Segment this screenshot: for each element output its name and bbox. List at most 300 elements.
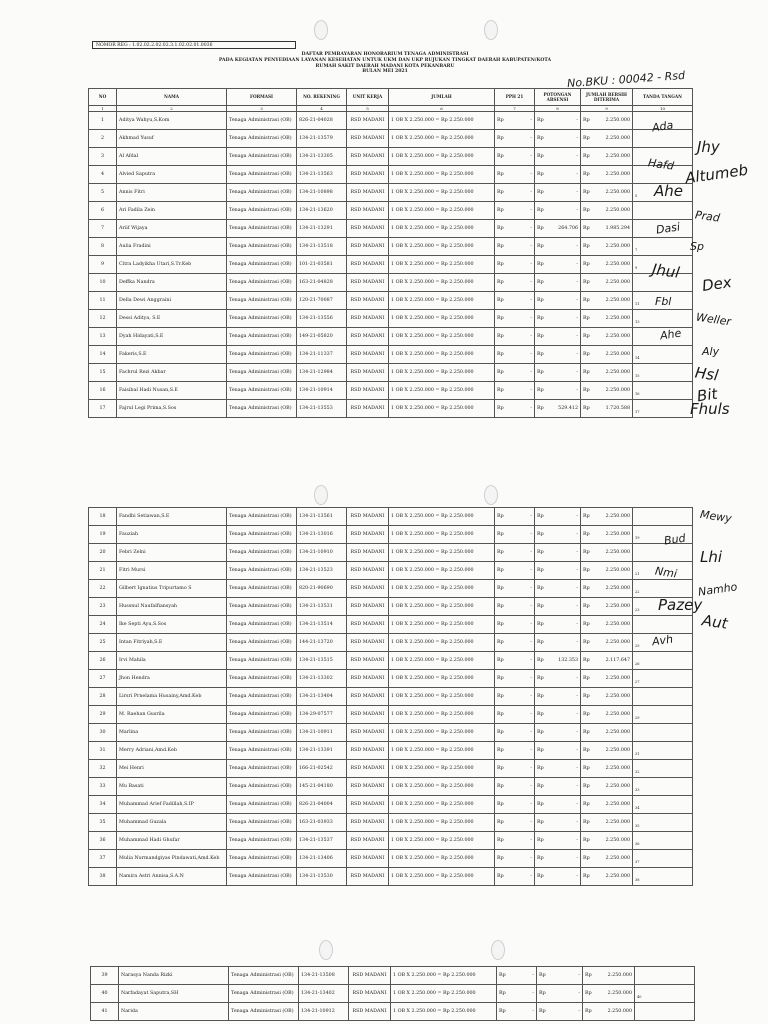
cell-ttd xyxy=(635,985,695,1003)
signature: Aly xyxy=(702,345,720,358)
pph-rp: Rp xyxy=(497,604,504,609)
cell-unit: RSD MADANI xyxy=(347,238,389,256)
title-line-3: RUMAH SAKIT DAERAH MADANI KOTA PEKANBARU xyxy=(315,63,455,69)
cell-unit: RSD MADANI xyxy=(347,220,389,238)
pph-rp: Rp xyxy=(497,154,504,159)
cell-ttd xyxy=(633,202,693,220)
cell-rekening: 134-21-13561 xyxy=(297,508,347,526)
cell-pph xyxy=(495,778,535,796)
signature: Prad xyxy=(694,208,721,225)
cell-bersih xyxy=(581,400,633,418)
bersih-rp: Rp xyxy=(583,874,590,879)
pot-rp: Rp xyxy=(537,766,544,771)
pph-rp: Rp xyxy=(497,694,504,699)
table-row xyxy=(89,544,693,562)
cell-potongan xyxy=(535,814,581,832)
cell-bersih xyxy=(581,148,633,166)
pot-value: - xyxy=(576,802,578,807)
bersih-value: 2.250.000 xyxy=(605,280,630,285)
pph-rp: Rp xyxy=(497,208,504,213)
row-mark: 33 xyxy=(635,788,640,792)
cell-bersih xyxy=(581,238,633,256)
pot-value: - xyxy=(576,622,578,627)
cell-no: 11 xyxy=(89,292,117,310)
cell-no: 10 xyxy=(89,274,117,292)
cell-pph xyxy=(495,652,535,670)
pph-value: - xyxy=(530,226,532,231)
bersih-value: 2.250.000 xyxy=(605,532,630,537)
cell-formasi: Tenaga Administrasi (OB) xyxy=(227,328,297,346)
signature: Sp xyxy=(690,240,704,253)
cell-nama: Akhmad Yusuf xyxy=(117,130,227,148)
cell-jumlah: 1 OB X 2.250.000 = Rp 2.250.000 xyxy=(389,814,495,832)
signature: Hafd xyxy=(647,156,675,173)
bersih-value: 2.250.000 xyxy=(607,991,632,996)
cell-pph xyxy=(495,742,535,760)
cell-potongan xyxy=(535,688,581,706)
pph-value: - xyxy=(530,280,532,285)
cell-jumlah: 1 OB X 2.250.000 = Rp 2.250.000 xyxy=(389,598,495,616)
signature: Altumeb xyxy=(684,160,750,188)
pot-value: - xyxy=(576,280,578,285)
cell-no: 18 xyxy=(89,508,117,526)
cell-ttd xyxy=(633,814,693,832)
cell-no: 39 xyxy=(91,967,119,985)
cell-ttd xyxy=(633,868,693,886)
pph-rp: Rp xyxy=(497,838,504,843)
cell-potongan xyxy=(535,166,581,184)
cell-pph xyxy=(495,220,535,238)
cell-no: 17 xyxy=(89,400,117,418)
cell-rekening: 134-21-13556 xyxy=(297,310,347,328)
bersih-rp: Rp xyxy=(583,784,590,789)
cell-potongan xyxy=(535,328,581,346)
pph-value: - xyxy=(530,244,532,249)
cell-pph xyxy=(495,688,535,706)
cell-ttd xyxy=(633,778,693,796)
cell-pph xyxy=(495,274,535,292)
cell-unit: RSD MADANI xyxy=(349,985,391,1003)
cell-potongan xyxy=(535,634,581,652)
pph-value: - xyxy=(530,154,532,159)
bersih-rp: Rp xyxy=(583,694,590,699)
pot-value: - xyxy=(576,550,578,555)
cell-no: 30 xyxy=(89,724,117,742)
table-row xyxy=(89,346,693,364)
pot-rp: Rp xyxy=(537,802,544,807)
cell-potongan xyxy=(535,544,581,562)
cell-jumlah: 1 OB X 2.250.000 = Rp 2.250.000 xyxy=(389,202,495,220)
cell-rekening: 134-21-13530 xyxy=(297,868,347,886)
cell-ttd xyxy=(633,238,693,256)
cell-unit: RSD MADANI xyxy=(347,166,389,184)
cell-ttd xyxy=(633,346,693,364)
bersih-rp: Rp xyxy=(583,226,590,231)
cell-unit: RSD MADANI xyxy=(347,598,389,616)
pot-value: - xyxy=(576,856,578,861)
cell-nama: Annis Fitri xyxy=(117,184,227,202)
table-row xyxy=(89,796,693,814)
cell-jumlah: 1 OB X 2.250.000 = Rp 2.250.000 xyxy=(389,400,495,418)
pph-value: - xyxy=(530,874,532,879)
bersih-value: 2.117.647 xyxy=(605,658,630,663)
cell-jumlah: 1 OB X 2.250.000 = Rp 2.250.000 xyxy=(389,580,495,598)
cell-nama: Della Dewi Anggraini xyxy=(117,292,227,310)
bersih-value: 2.250.000 xyxy=(605,694,630,699)
pot-rp: Rp xyxy=(537,604,544,609)
signature: Hsl xyxy=(693,363,720,385)
pph-value: - xyxy=(530,694,532,699)
bersih-rp: Rp xyxy=(583,118,590,123)
pph-value: - xyxy=(530,604,532,609)
pot-value: - xyxy=(576,118,578,123)
cell-pph xyxy=(495,148,535,166)
cell-potongan xyxy=(535,202,581,220)
cell-ttd xyxy=(633,706,693,724)
cell-no: 1 xyxy=(89,112,117,130)
cell-rekening: 134-21-13553 xyxy=(297,400,347,418)
pot-rp: Rp xyxy=(537,784,544,789)
cell-rekening: 163-21-03933 xyxy=(297,814,347,832)
pph-value: - xyxy=(532,973,534,978)
bersih-value: 2.250.000 xyxy=(605,262,630,267)
row-mark: 38 xyxy=(635,878,640,882)
bersih-rp: Rp xyxy=(583,172,590,177)
pph-rp: Rp xyxy=(497,784,504,789)
bersih-value: 2.250.000 xyxy=(605,118,630,123)
cell-ttd xyxy=(633,688,693,706)
cell-potongan xyxy=(535,832,581,850)
col-index: 1 xyxy=(89,106,117,112)
cell-ttd xyxy=(633,400,693,418)
pot-rp: Rp xyxy=(537,856,544,861)
cell-pph xyxy=(495,670,535,688)
table-row xyxy=(89,760,693,778)
row-mark: 9 xyxy=(635,266,638,270)
bersih-rp: Rp xyxy=(583,262,590,267)
cell-no: 7 xyxy=(89,220,117,238)
cell-pph xyxy=(495,634,535,652)
table-row xyxy=(89,292,693,310)
pot-value: - xyxy=(576,784,578,789)
pph-value: - xyxy=(530,334,532,339)
signature: Pazey xyxy=(658,596,703,614)
cell-formasi: Tenaga Administrasi (OB) xyxy=(227,724,297,742)
bersih-rp: Rp xyxy=(583,406,590,411)
cell-formasi: Tenaga Administrasi (OB) xyxy=(227,850,297,868)
pot-rp: Rp xyxy=(537,208,544,213)
row-mark: 35 xyxy=(635,824,640,828)
cell-unit: RSD MADANI xyxy=(347,544,389,562)
cell-formasi: Tenaga Administrasi (OB) xyxy=(227,580,297,598)
pot-rp: Rp xyxy=(537,316,544,321)
cell-nama: Febri Zelni xyxy=(117,544,227,562)
cell-bersih xyxy=(581,220,633,238)
cell-rekening: 144-21-13720 xyxy=(297,634,347,652)
cell-ttd xyxy=(633,310,693,328)
cell-bersih xyxy=(581,328,633,346)
cell-potongan xyxy=(535,238,581,256)
cell-pph xyxy=(495,832,535,850)
cell-unit: RSD MADANI xyxy=(347,868,389,886)
cell-no: 8 xyxy=(89,238,117,256)
cell-pph xyxy=(495,508,535,526)
pph-value: - xyxy=(530,658,532,663)
pot-rp: Rp xyxy=(537,190,544,195)
pot-value: - xyxy=(576,316,578,321)
cell-jumlah: 1 OB X 2.250.000 = Rp 2.250.000 xyxy=(389,526,495,544)
cell-pph xyxy=(495,328,535,346)
cell-ttd xyxy=(633,724,693,742)
cell-no: 20 xyxy=(89,544,117,562)
cell-nama: Narasya Nanda Rizki xyxy=(119,967,229,985)
cell-nama: Marlina xyxy=(117,724,227,742)
col-no: NO xyxy=(89,89,117,106)
bersih-rp: Rp xyxy=(583,352,590,357)
cell-potongan xyxy=(535,598,581,616)
cell-nama: Ari Fadila Zein xyxy=(117,202,227,220)
pot-value: - xyxy=(576,136,578,141)
cell-unit: RSD MADANI xyxy=(347,652,389,670)
pot-rp: Rp xyxy=(537,136,544,141)
pph-value: - xyxy=(530,118,532,123)
cell-potongan xyxy=(537,967,583,985)
cell-bersih xyxy=(581,796,633,814)
row-mark: 21 xyxy=(635,572,640,576)
cell-pph xyxy=(495,724,535,742)
col-jumlah: JUMLAH xyxy=(389,89,495,106)
cell-potongan xyxy=(535,760,581,778)
cell-potongan xyxy=(535,778,581,796)
pot-rp: Rp xyxy=(537,172,544,177)
pot-rp: Rp xyxy=(537,244,544,249)
cell-bersih xyxy=(581,670,633,688)
pot-value: - xyxy=(576,586,578,591)
bersih-rp: Rp xyxy=(583,730,590,735)
bersih-rp: Rp xyxy=(583,622,590,627)
cell-potongan xyxy=(535,220,581,238)
cell-potongan xyxy=(535,742,581,760)
pot-rp: Rp xyxy=(537,118,544,123)
cell-pph xyxy=(497,967,537,985)
pph-rp: Rp xyxy=(497,370,504,375)
pph-rp: Rp xyxy=(499,1009,506,1014)
cell-nama: Aditya Wahyu,S.Kom xyxy=(117,112,227,130)
table-row xyxy=(89,508,693,526)
cell-rekening: 101-21-03581 xyxy=(297,256,347,274)
cell-jumlah: 1 OB X 2.250.000 = Rp 2.250.000 xyxy=(389,832,495,850)
bersih-rp: Rp xyxy=(583,334,590,339)
pph-value: - xyxy=(530,784,532,789)
bersih-value: 2.250.000 xyxy=(605,838,630,843)
signature: Dasi xyxy=(655,220,681,237)
pph-value: - xyxy=(530,712,532,717)
pph-rp: Rp xyxy=(497,766,504,771)
cell-formasi: Tenaga Administrasi (OB) xyxy=(227,634,297,652)
pot-rp: Rp xyxy=(539,1009,546,1014)
cell-no: 4 xyxy=(89,166,117,184)
cell-bersih xyxy=(581,706,633,724)
cell-formasi: Tenaga Administrasi (OB) xyxy=(227,238,297,256)
cell-no: 36 xyxy=(89,832,117,850)
signature: Jhy xyxy=(697,138,720,156)
pot-value: - xyxy=(576,154,578,159)
pph-rp: Rp xyxy=(497,244,504,249)
table-row xyxy=(89,598,693,616)
cell-nama: Fitri Mursi xyxy=(117,562,227,580)
cell-no: 5 xyxy=(89,184,117,202)
cell-potongan xyxy=(535,508,581,526)
col-index: 7 xyxy=(495,106,535,112)
cell-formasi: Tenaga Administrasi (OB) xyxy=(227,598,297,616)
pph-rp: Rp xyxy=(497,172,504,177)
col-index: 5 xyxy=(347,106,389,112)
cell-bersih xyxy=(581,724,633,742)
cell-unit: RSD MADANI xyxy=(347,814,389,832)
pot-rp: Rp xyxy=(537,694,544,699)
cell-rekening: 134-21-13531 xyxy=(297,598,347,616)
cell-jumlah: 1 OB X 2.250.000 = Rp 2.250.000 xyxy=(389,508,495,526)
pph-value: - xyxy=(530,370,532,375)
cell-formasi: Tenaga Administrasi (OB) xyxy=(227,706,297,724)
bersih-rp: Rp xyxy=(583,640,590,645)
pot-value: - xyxy=(576,568,578,573)
cell-formasi: Tenaga Administrasi (OB) xyxy=(229,1003,299,1021)
cell-unit: RSD MADANI xyxy=(347,724,389,742)
cell-unit: RSD MADANI xyxy=(347,328,389,346)
table-row xyxy=(89,778,693,796)
bersih-value: 2.250.000 xyxy=(605,640,630,645)
bersih-rp: Rp xyxy=(583,532,590,537)
cell-bersih xyxy=(581,868,633,886)
pot-rp: Rp xyxy=(537,658,544,663)
cell-rekening: 134-21-13305 xyxy=(297,148,347,166)
cell-no: 38 xyxy=(89,868,117,886)
cell-formasi: Tenaga Administrasi (OB) xyxy=(227,796,297,814)
cell-pph xyxy=(495,130,535,148)
table-row xyxy=(89,364,693,382)
row-mark: 36 xyxy=(635,842,640,846)
cell-unit: RSD MADANI xyxy=(347,508,389,526)
pot-rp: Rp xyxy=(537,676,544,681)
pot-rp: Rp xyxy=(537,568,544,573)
cell-pph xyxy=(495,760,535,778)
bersih-rp: Rp xyxy=(585,991,592,996)
cell-rekening: 134-21-13563 xyxy=(297,166,347,184)
doc-title xyxy=(200,52,570,75)
row-mark: 29 xyxy=(635,716,640,720)
cell-unit: RSD MADANI xyxy=(347,670,389,688)
cell-nama: Lirsri Prnelama Husainy,Amd.Keb xyxy=(117,688,227,706)
signature: Dex xyxy=(700,273,733,295)
cell-potongan xyxy=(535,400,581,418)
cell-ttd xyxy=(633,652,693,670)
pph-rp: Rp xyxy=(499,991,506,996)
cell-bersih xyxy=(581,130,633,148)
row-mark: 31 xyxy=(635,752,640,756)
col-index: 3 xyxy=(227,106,297,112)
cell-ttd xyxy=(633,544,693,562)
bersih-value: 2.250.000 xyxy=(605,370,630,375)
bersih-rp: Rp xyxy=(583,514,590,519)
cell-bersih xyxy=(581,508,633,526)
table-row xyxy=(91,1003,695,1021)
pot-value: - xyxy=(578,1009,580,1014)
pot-value: - xyxy=(576,262,578,267)
bersih-value: 2.250.000 xyxy=(605,298,630,303)
pot-rp: Rp xyxy=(537,370,544,375)
cell-rekening: 134-21-13016 xyxy=(297,526,347,544)
cell-rekening: 134-21-13402 xyxy=(299,985,349,1003)
row-mark: 40 xyxy=(637,995,642,999)
bersih-rp: Rp xyxy=(583,550,590,555)
cell-nama: Fandhi Setiawan,S.E xyxy=(117,508,227,526)
cell-formasi: Tenaga Administrasi (OB) xyxy=(227,778,297,796)
cell-pph xyxy=(495,256,535,274)
bersih-value: 1.985.294 xyxy=(605,226,630,231)
pot-value: - xyxy=(576,676,578,681)
cell-formasi: Tenaga Administrasi (OB) xyxy=(227,508,297,526)
signature: Ahe xyxy=(654,182,683,200)
table-row xyxy=(89,112,693,130)
cell-potongan xyxy=(535,148,581,166)
table-row xyxy=(89,688,693,706)
cell-no: 24 xyxy=(89,616,117,634)
cell-bersih xyxy=(581,652,633,670)
cell-formasi: Tenaga Administrasi (OB) xyxy=(227,310,297,328)
bersih-value: 2.250.000 xyxy=(605,190,630,195)
cell-jumlah: 1 OB X 2.250.000 = Rp 2.250.000 xyxy=(391,1003,497,1021)
cell-formasi: Tenaga Administrasi (OB) xyxy=(227,616,297,634)
cell-formasi: Tenaga Administrasi (OB) xyxy=(227,202,297,220)
cell-rekening: 120-21-70087 xyxy=(297,292,347,310)
cell-no: 26 xyxy=(89,652,117,670)
signature: Lhi xyxy=(700,548,723,566)
pot-rp: Rp xyxy=(537,388,544,393)
cell-bersih xyxy=(581,850,633,868)
cell-bersih xyxy=(581,742,633,760)
bersih-rp: Rp xyxy=(583,748,590,753)
cell-formasi: Tenaga Administrasi (OB) xyxy=(227,526,297,544)
pot-value: - xyxy=(576,172,578,177)
signature: Mewy xyxy=(699,507,733,526)
cell-nama: Intan Fitriyah,S.E xyxy=(117,634,227,652)
cell-nama: Fachrul Rezi Akbar xyxy=(117,364,227,382)
cell-unit: RSD MADANI xyxy=(347,364,389,382)
cell-no: 12 xyxy=(89,310,117,328)
cell-no: 6 xyxy=(89,202,117,220)
pph-value: - xyxy=(530,406,532,411)
cell-unit: RSD MADANI xyxy=(347,796,389,814)
cell-jumlah: 1 OB X 2.250.000 = Rp 2.250.000 xyxy=(389,310,495,328)
pph-rp: Rp xyxy=(497,406,504,411)
cell-bersih xyxy=(581,544,633,562)
cell-pph xyxy=(495,184,535,202)
cell-jumlah: 1 OB X 2.250.000 = Rp 2.250.000 xyxy=(389,796,495,814)
pph-value: - xyxy=(530,838,532,843)
cell-unit: RSD MADANI xyxy=(347,778,389,796)
pot-rp: Rp xyxy=(537,262,544,267)
cell-jumlah: 1 OB X 2.250.000 = Rp 2.250.000 xyxy=(389,868,495,886)
pot-value: - xyxy=(576,370,578,375)
col-nama: NAMA xyxy=(117,89,227,106)
signature: Fhuls xyxy=(690,400,730,418)
pph-value: - xyxy=(530,298,532,303)
bersih-rp: Rp xyxy=(583,244,590,249)
cell-jumlah: 1 OB X 2.250.000 = Rp 2.250.000 xyxy=(389,616,495,634)
col-unit: UNIT KERJA xyxy=(347,89,389,106)
pot-value: - xyxy=(576,748,578,753)
